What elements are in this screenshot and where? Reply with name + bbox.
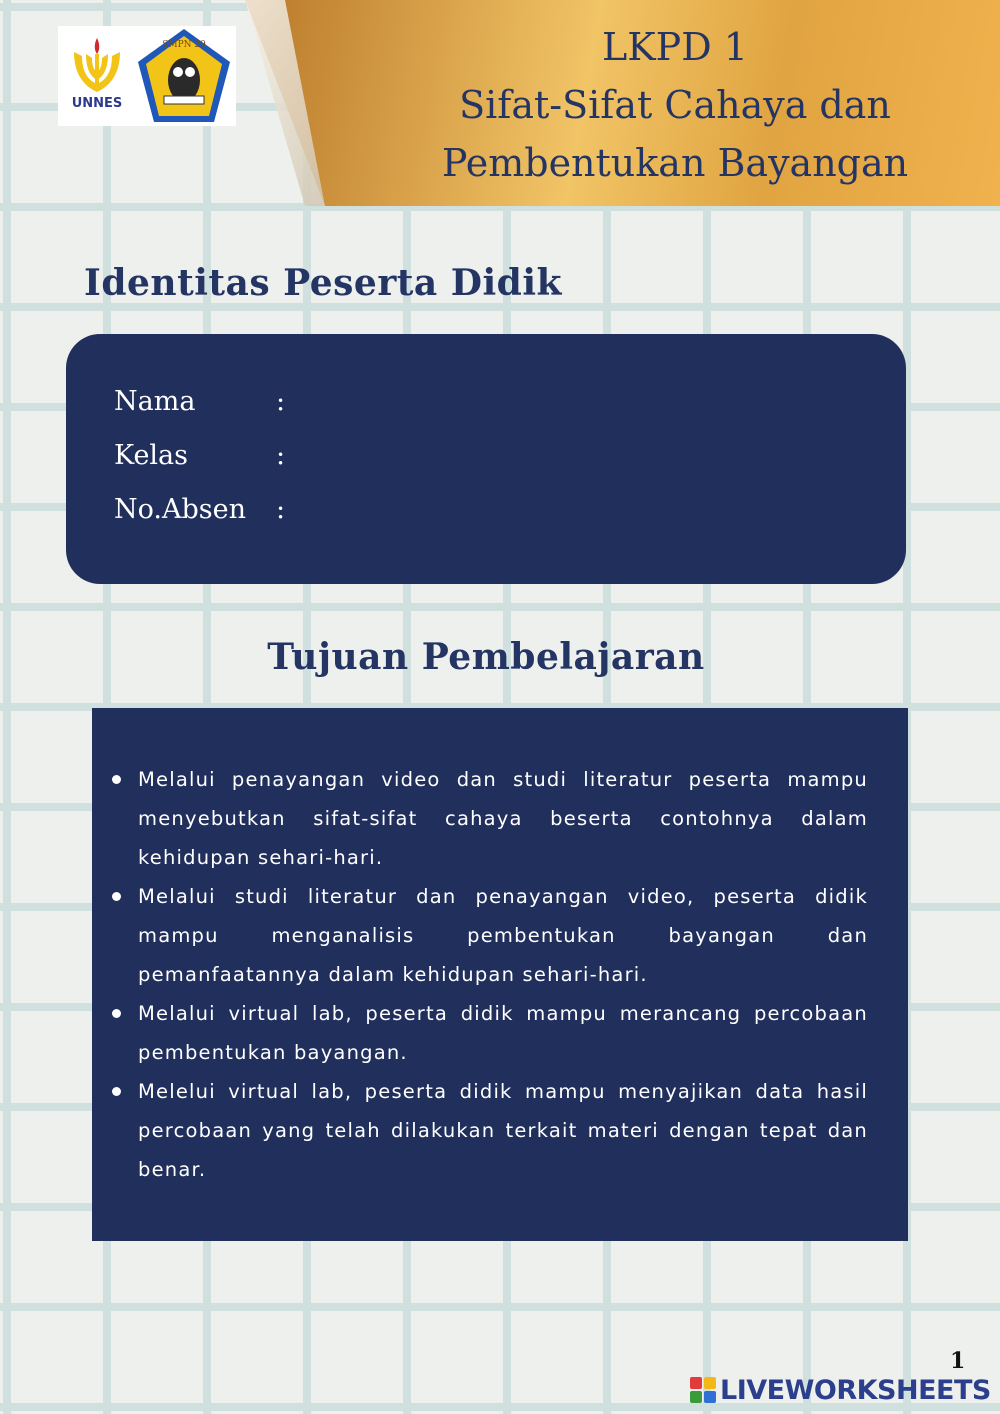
identitas-card xyxy=(66,334,906,584)
liveworksheets-brand[interactable] xyxy=(690,1374,991,1406)
field-kelas[interactable] xyxy=(114,440,285,471)
unnes-logo-text: UNNES xyxy=(71,96,123,111)
tujuan-card xyxy=(92,708,908,1241)
title-line-3: Pembentukan Bayangan xyxy=(441,141,909,185)
field-colon: : xyxy=(276,386,286,417)
liveworksheets-text: LIVEWORKSHEETS xyxy=(720,1374,991,1406)
list-item: Melelui virtual lab, peserta didik mampu menyajikan data hasil percobaan yang telah dilakukan terkait materi dengan tepat dan benar. xyxy=(138,1072,868,1189)
field-no-absen[interactable] xyxy=(114,494,285,525)
smpn-seal-text: SMPN 29 xyxy=(162,40,206,50)
page-number: 1 xyxy=(950,1348,966,1374)
field-label: Kelas xyxy=(114,440,189,471)
field-colon: : xyxy=(276,440,286,471)
identitas-heading: Identitas Peserta Didik xyxy=(84,262,562,304)
field-label: No.Absen xyxy=(114,494,246,525)
list-item: Melalui virtual lab, peserta didik mampu merancang percobaan pembentukan bayangan. xyxy=(138,994,868,1072)
field-nama[interactable] xyxy=(114,386,285,417)
field-label: Nama xyxy=(114,386,196,417)
worksheet-title xyxy=(395,18,955,192)
tujuan-heading: Tujuan Pembelajaran xyxy=(267,636,705,678)
title-line-1: LKPD 1 xyxy=(602,25,748,69)
title-line-2: Sifat-Sifat Cahaya dan xyxy=(459,83,891,127)
liveworksheets-logo-icon xyxy=(690,1377,716,1403)
school-logos xyxy=(58,26,236,126)
list-item: Melalui studi literatur dan penayangan video, peserta didik mampu menganalisis pembentukan bayangan dan pemanfaatannya dalam kehidupan sehari-hari. xyxy=(138,877,868,994)
list-item: Melalui penayangan video dan studi literatur peserta mampu menyebutkan sifat-sifat cahaya beserta contohnya dalam kehidupan sehari-hari. xyxy=(138,760,868,877)
field-colon: : xyxy=(276,494,286,525)
tujuan-list xyxy=(138,760,868,1189)
